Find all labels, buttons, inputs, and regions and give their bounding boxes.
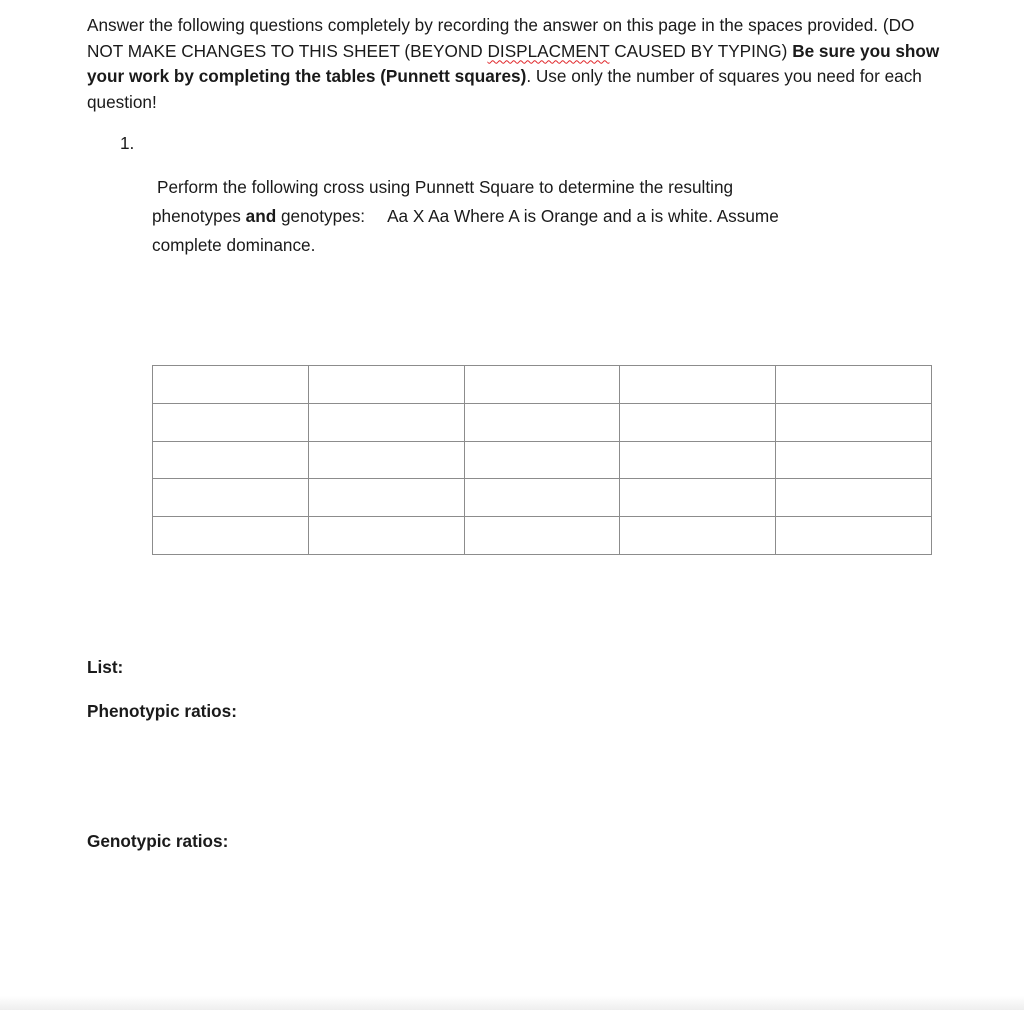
- page-bottom-edge: [0, 996, 1024, 1010]
- phenotypic-ratios-label: Phenotypic ratios:: [87, 701, 237, 721]
- question-line-2-b: genotypes:: [276, 206, 366, 226]
- punnett-square-table: [152, 365, 932, 555]
- punnett-cell[interactable]: [464, 479, 620, 517]
- punnett-cell[interactable]: [464, 517, 620, 555]
- punnett-cell[interactable]: [776, 366, 932, 404]
- punnett-cell[interactable]: [776, 441, 932, 479]
- list-label: List:: [87, 657, 124, 677]
- instructions-bold-text: Be sure you show your work by completing the tables (Punnett squares): [87, 40, 940, 86]
- punnett-row: [153, 366, 932, 404]
- punnett-cell[interactable]: [308, 441, 464, 479]
- instructions-paragraph: [87, 13, 947, 115]
- punnett-row: [153, 403, 932, 441]
- punnett-cell[interactable]: [776, 403, 932, 441]
- punnett-cell[interactable]: [153, 517, 309, 555]
- punnett-cell[interactable]: [464, 366, 620, 404]
- punnett-row: [153, 479, 932, 517]
- punnett-cell[interactable]: [153, 441, 309, 479]
- question-number: 1.: [120, 133, 135, 153]
- punnett-cell[interactable]: [464, 403, 620, 441]
- instructions-text-1: Answer the following questions completely by recording the answer on this page in the spaces provided. (DO NOT MAKE CHANGES TO THIS SHEET (BEYOND: [87, 15, 915, 61]
- punnett-cell[interactable]: [776, 479, 932, 517]
- instructions-text-3: . Use only the number of squares you need for each question!: [87, 66, 922, 112]
- question-line-2-bold: and: [245, 206, 277, 226]
- spellcheck-flagged-word[interactable]: DISPLACMENT: [487, 40, 610, 61]
- punnett-cell[interactable]: [464, 441, 620, 479]
- question-text: [152, 173, 892, 260]
- question-line-2: [152, 202, 892, 231]
- instructions-text-2: CAUSED BY TYPING): [609, 40, 793, 61]
- punnett-cell[interactable]: [620, 441, 776, 479]
- punnett-cell[interactable]: [620, 517, 776, 555]
- punnett-cell[interactable]: [308, 366, 464, 404]
- question-line-2-c: Aa X Aa Where A is Orange and a is white. Assume: [387, 206, 779, 226]
- punnett-cell[interactable]: [620, 403, 776, 441]
- punnett-cell[interactable]: [153, 403, 309, 441]
- punnett-cell[interactable]: [776, 517, 932, 555]
- punnett-cell[interactable]: [620, 366, 776, 404]
- punnett-cell[interactable]: [153, 366, 309, 404]
- punnett-cell[interactable]: [308, 479, 464, 517]
- punnett-cell[interactable]: [153, 479, 309, 517]
- punnett-cell[interactable]: [620, 479, 776, 517]
- question-line-2-a: phenotypes: [152, 206, 246, 226]
- question-line-1: Perform the following cross using Punnett Square to determine the resulting: [157, 177, 734, 197]
- question-line-3: complete dominance.: [152, 235, 316, 255]
- punnett-row: [153, 517, 932, 555]
- punnett-cell[interactable]: [308, 403, 464, 441]
- punnett-row: [153, 441, 932, 479]
- genotypic-ratios-label: Genotypic ratios:: [87, 831, 229, 851]
- punnett-cell[interactable]: [308, 517, 464, 555]
